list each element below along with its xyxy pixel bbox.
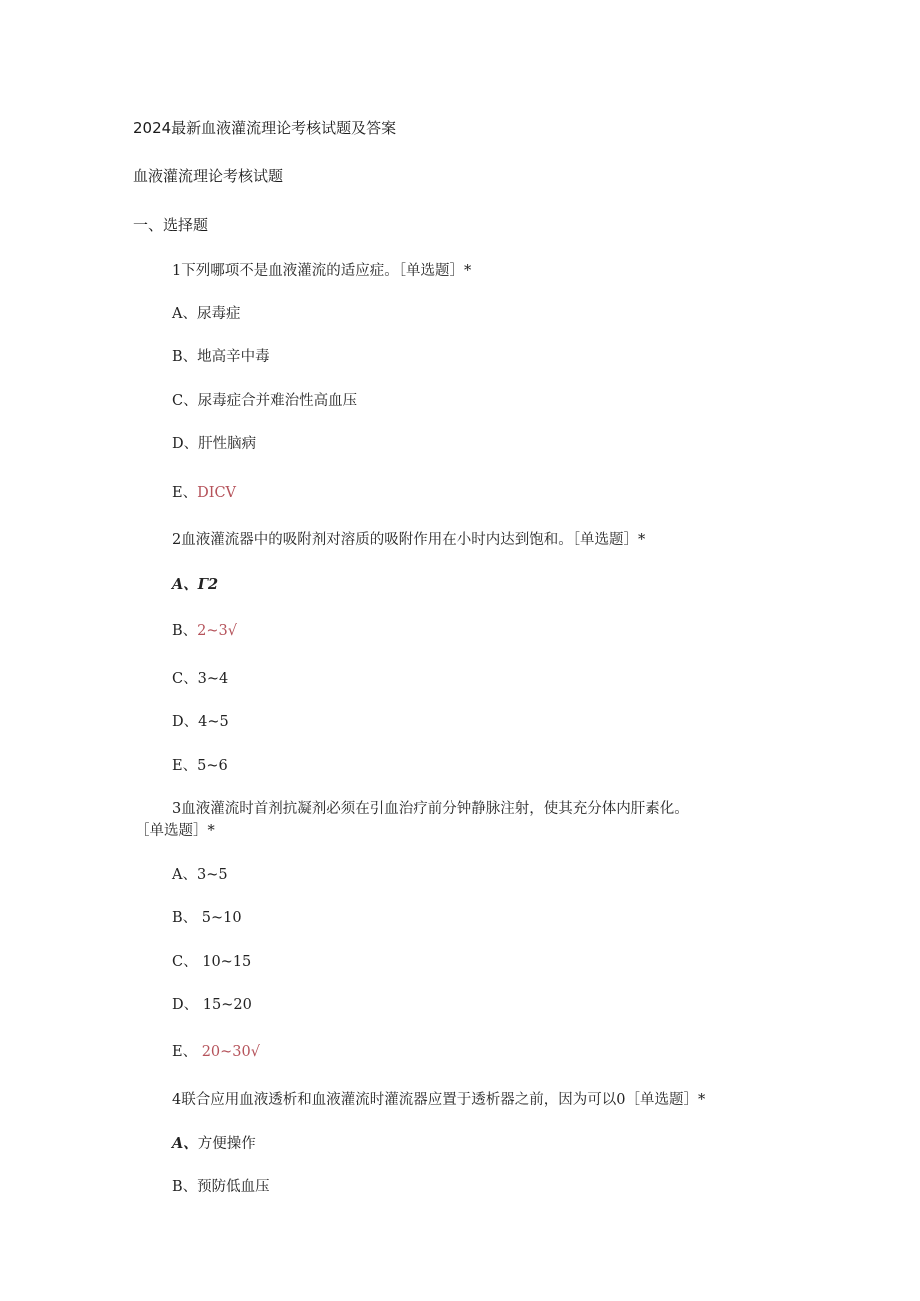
option-text: 5~10 [197, 910, 242, 926]
subtitle: 血液灌流理论考核试题 [133, 167, 284, 185]
q1-option-e [172, 484, 236, 502]
question-3: 3血液灌流时首剂抗凝剂必须在引血治疗前分钟静脉注射，使其充分体内肝素化。 [172, 801, 689, 817]
option-text: 10~15 [197, 954, 252, 970]
option-prefix: E、 [172, 1044, 198, 1060]
option-prefix: D、 [172, 436, 199, 452]
option-prefix: B、 [172, 623, 198, 639]
q1-option-a [172, 305, 240, 323]
option-prefix: B、 [172, 1179, 198, 1195]
option-text: Γ2 [197, 576, 219, 593]
option-text-answer: 2~3√ [197, 623, 237, 639]
option-prefix: D、 [172, 714, 199, 730]
question-4: 4联合应用血液透析和血液灌流时灌流器应置于透析器之前，因为可以0［单选题］* [172, 1092, 706, 1108]
option-text: 肝性脑病 [198, 436, 257, 452]
option-prefix: E、 [172, 758, 198, 774]
q1-option-b [172, 348, 270, 366]
q2-option-a [172, 576, 218, 594]
q3-option-b [172, 909, 242, 927]
question-3-continuation: ［单选题］* [135, 823, 215, 839]
option-text: 预防低血压 [197, 1179, 270, 1195]
document-title: 2024最新血液灌流理论考核试题及答案 [133, 119, 397, 137]
option-prefix: C、 [172, 954, 198, 970]
q4-option-b [172, 1178, 270, 1196]
option-prefix: A、 [172, 306, 197, 322]
option-prefix: C、 [172, 671, 198, 687]
option-text: 5~6 [197, 758, 228, 774]
q4-option-a [172, 1135, 256, 1153]
option-prefix: B、 [172, 349, 198, 365]
option-prefix: A、 [172, 867, 197, 883]
question-2: 2血液灌流器中的吸附剂对溶质的吸附作用在小时内达到饱和。［单选题］* [172, 532, 646, 548]
q1-option-d [172, 435, 256, 453]
option-text: 3~4 [197, 671, 229, 687]
option-text: 3~5 [196, 867, 228, 883]
option-prefix: D、 [172, 997, 199, 1013]
option-text: 地高辛中毒 [197, 349, 270, 365]
q2-option-d [172, 713, 229, 731]
q3-option-c [172, 953, 251, 971]
option-text: 尿毒症 [196, 306, 241, 322]
option-prefix: C、 [172, 393, 198, 409]
option-prefix: B、 [172, 910, 198, 926]
section-heading: 一、选择题 [133, 216, 209, 234]
q2-option-e [172, 757, 228, 775]
q3-option-e [172, 1043, 260, 1061]
option-prefix: A、 [172, 1135, 198, 1152]
option-prefix: A、 [172, 576, 198, 593]
q3-option-a [172, 866, 228, 884]
question-1: 1下列哪项不是血液灌流的适应症。［单选题］* [172, 263, 472, 279]
option-text: 方便操作 [197, 1136, 256, 1152]
q2-option-b [172, 622, 237, 640]
option-text: 4~5 [198, 714, 229, 730]
option-prefix: E、 [172, 485, 198, 501]
option-text: 尿毒症合并难治性高血压 [197, 393, 358, 409]
q1-option-c [172, 392, 357, 410]
q3-option-d [172, 996, 252, 1014]
option-text-answer: DICV [197, 485, 237, 501]
option-text: 15~20 [198, 997, 252, 1013]
option-text-answer: 20~30√ [197, 1044, 260, 1060]
q2-option-c [172, 670, 228, 688]
